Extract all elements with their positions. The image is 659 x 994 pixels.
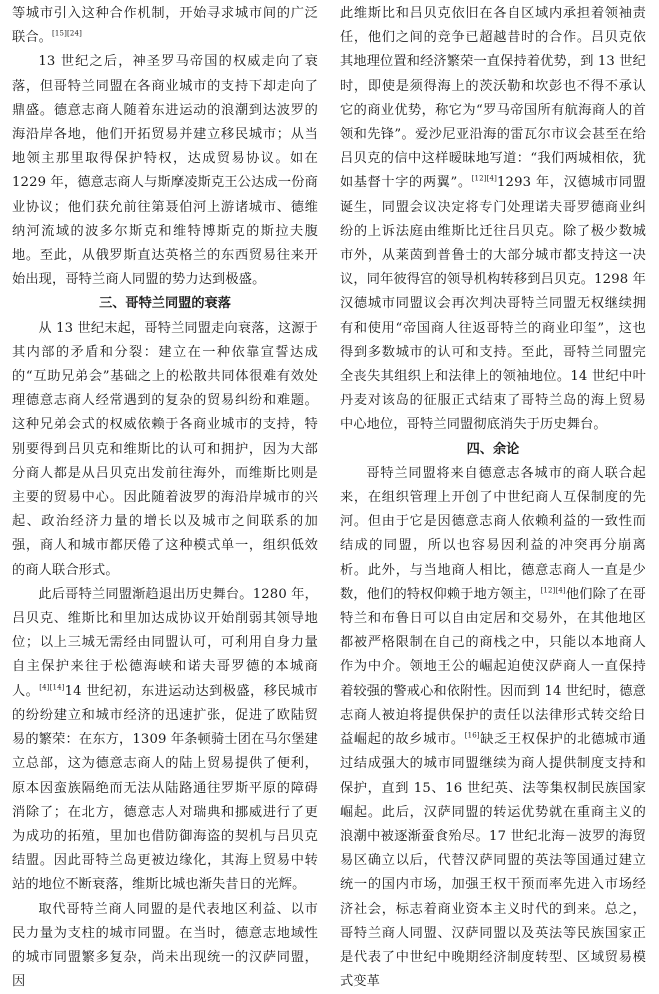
paragraph-text: 1293 年，汉德城市同盟诞生，同盟会议决定将专门处理诺夫哥罗德商业纠纷的上诉法庭由维斯比迁往吕贝克。除了极少数城市外，从莱茵到普鲁士的大部分城市都支持这一决议，同年彼得宫的领导机构转移到吕贝克。1298 年汉德城市同盟议会再次判决哥特兰同盟无权继续拥有和使用“帝国商人往返哥特兰的商业印玺”，这也得到多数城市的认可和支持。至此，哥特兰同盟完全丧失其组织上和法律上的领袖地位。14 世纪中叶丹麦对该岛的征服正式结束了哥特兰岛的海上贸易中心地位，哥特兰同盟彻底消失于历史舞台。: [340, 175, 647, 433]
paragraph-text: 此维斯比和吕贝克依旧在各自区域内承担着领袖责任，他们之间的竞争已超越昔时的合作。吕贝克依其地理位置和经济繁荣一直保持着优势，到 13 世纪时，即使是须得海上的茨沃勒和坎彭也不得不承认它的商业优势，称它为“罗马帝国所有航海商人的首领和先锋”。爱沙尼亚沿海的雷瓦尔市议会甚至在给吕贝克的信中这样暧昧地写道：“我们两城相依，犹如基督十字的两翼”。: [340, 6, 646, 191]
paragraph-text: 他们除了在哥特兰和布鲁日可以自由定居和交易外，在其他地区都被严格限制在自己的商栈之中，只能以本地商人作为中介。领地王公的崛起迫使汉萨商人一直保持着较强的警戒心和依附性。因而到 14 世纪时，德意志商人被迫将提供保护的责任以法律形式转交给日益崛起的故乡城市。: [340, 586, 646, 748]
citation: [12][4]: [540, 586, 566, 595]
section-heading: 四、余论: [466, 441, 520, 457]
left-column: [12, 2, 318, 994]
right-column: [340, 2, 646, 994]
citation: [15][24]: [52, 29, 82, 38]
paragraph-text: 此后哥特兰同盟渐趋退出历史舞台。1280 年，吕贝克、维斯比和里加达成协议开始削弱其领导地位；以上三城无需经由同盟认可，可利用自身力量自主保护来往于松德海峡和诺夫哥罗德的本城商人。: [12, 586, 318, 699]
citation: [4][14]: [39, 683, 65, 692]
paragraph: 取代哥特兰商人同盟的是代表地区利益、以市民力量为支柱的城市同盟。在当时，德意志地域性的城市同盟繁多复杂，尚未出现统一的汉萨同盟，因: [12, 901, 318, 990]
paragraph: [340, 2, 646, 438]
paragraph-text: 14 世纪初，东进运动达到极盛，移民城市的纷纷建立和城市经济的迅速扩张，促进了欧陆贸易的繁荣：在东方，1309 年条顿骑士团在马尔堡建立总部，这为德意志商人的陆上贸易提供了便利，原本因蛮族隔绝而无法从陆路通往罗斯平原的障碍消除了；在北方，德意志人对瑞典和挪威进行了更为成功的拓殖，里加也借防御海盗的契机与吕贝克结盟。因此哥特兰岛更被边缘化，其海上贸易中转站的地位不断衰落，维斯比城也渐失昔日的光辉。: [12, 683, 318, 893]
paragraph: 从 13 世纪末起，哥特兰同盟走向衰落，这源于其内部的矛盾和分裂：建立在一种依靠宣誓达成的“互助兄弟会”基础之上的松散共同体很难有效处理德意志商人经常遇到的复杂的贸易纠纷和难题。这种兄弟会式的权威依赖于各商业城市的支持，特别要得到吕贝克和维斯比的认可和拥护，因为大部分商人都是从吕贝克出发前往海外，而维斯比则是主要的贸易中心。因此随着波罗的海沿岸城市的兴起、政治经济力量的增长以及城市之间联系的加强，商人和城市都厌倦了这种模式单一，组织低效的商人联合形式。: [12, 320, 318, 578]
paragraph: 13 世纪之后，神圣罗马帝国的权威走向了衰落，但哥特兰同盟在各商业城市的支持下却走向了鼎盛。德意志商人随着东进运动的浪潮到达波罗的海沿岸各地，他们开拓贸易并建立移民城市；从当地领主那里取得保护特权，达成贸易协议。如在 1229 年，德意志商人与斯摩凌斯克王公达成一份商业协议；他们获允前往第聂伯河上游诸城市、德维纳河流域的波多尔斯克和维特博斯克的斯拉夫腹地。至此，从俄罗斯直达英格兰的东西贸易往来开始出现，哥特兰商人同盟的势力达到极盛。: [12, 54, 318, 288]
paragraph-text: 哥特兰同盟将来自德意志各城市的商人联合起来，在组织管理上开创了中世纪商人互保制度的先河。但由于它是因德意志商人依赖利益的一致性而结成的同盟，所以也容易因利益的冲突再分崩离析。此外，与当地商人相比，德意志商人一直是少数，他们的特权仰赖于地方领主，: [340, 465, 646, 602]
paragraph: [340, 462, 646, 994]
paragraph-text: 缺乏王权保护的北德城市通过结成强大的城市同盟继续为商人提供制度支持和保护，直到 15、16 世纪英、法等集权制民族国家崛起。此后，汉萨同盟的转运优势就在重商主义的浪潮中被逐渐蚕食殆尽。17 世纪北海－波罗的海贸易区确立以后，代替汉萨同盟的英法等国通过建立统一的国内市场，加强王权干预而率先进入市场经济社会，标志着商业资本主义时代的到来。总之，哥特兰商人同盟、汉萨同盟以及英法等民族国家正是代表了中世纪中晚期经济制度转型、区域贸易模式变革: [340, 732, 646, 990]
section-heading: 三、哥特兰同盟的衰落: [99, 296, 231, 312]
citation: [12][4]: [471, 175, 498, 184]
paragraph: [12, 583, 318, 898]
paragraph: [12, 2, 318, 50]
citation: [16]: [464, 731, 480, 740]
paragraph-text: 等城市引入这种合作机制，开始寻求城市间的广泛联合。: [12, 6, 318, 46]
